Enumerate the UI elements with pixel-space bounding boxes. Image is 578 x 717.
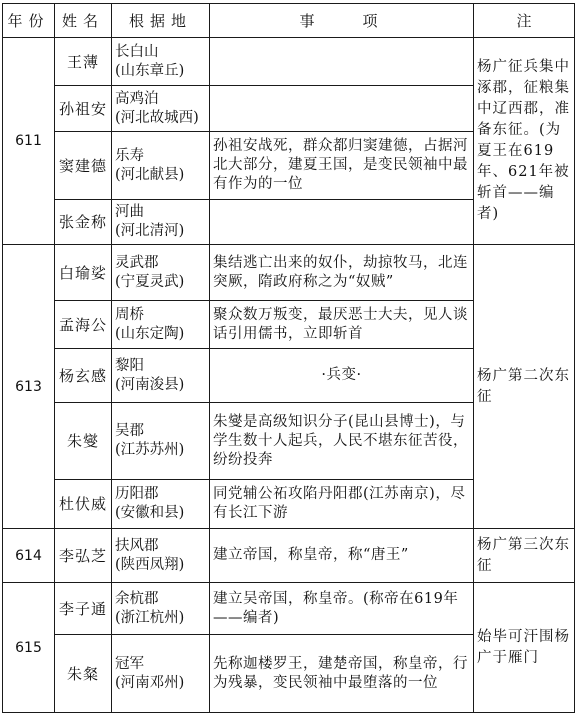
name-cell: 杨玄感 [55, 349, 112, 403]
event-cell: ·兵变· [210, 349, 474, 403]
name-cell: 孙祖安 [55, 86, 112, 132]
event-cell: 建立帝国，称皇帝，称“唐王” [210, 529, 474, 583]
base-modern: (河南浚县) [115, 376, 185, 393]
name-header: 姓名 [55, 4, 112, 38]
base-modern: (山东章丘) [115, 62, 185, 79]
base-place: 黎阳 [115, 357, 144, 374]
base-modern: (山东定陶) [115, 325, 185, 342]
base-cell [112, 245, 210, 301]
base-modern: (江苏苏州) [115, 442, 185, 458]
name-cell: 李子通 [55, 583, 112, 635]
base-place: 高鸡泊 [115, 90, 159, 107]
event-cell: 朱燮是高级知识分子(昆山县博士)，与学生数十人起兵，人民不堪东征苦役，纷纷投奔 [210, 403, 474, 480]
base-place: 冠军 [115, 655, 144, 672]
event-cell: 先称迦楼罗王，建楚帝国，称皇帝，行为残暴，变民领袖中最堕落的一位 [210, 635, 474, 713]
event-cell: 聚众数万叛变，最厌恶士大夫，见人谈话引用儒书，立即斩首 [210, 301, 474, 349]
base-cell [112, 529, 210, 583]
note-cell: 杨广第三次东征 [474, 529, 575, 583]
event-header: 事 项 [210, 4, 474, 38]
event-cell: 孙祖安战死，群众都归窦建德，占据河北大部分，建夏王国，是变民领袖中最有作为的一位 [210, 132, 474, 200]
table-row [3, 583, 575, 635]
base-cell [112, 635, 210, 713]
year-cell: 615 [3, 583, 55, 713]
name-cell: 孟海公 [55, 301, 112, 349]
history-table [2, 3, 575, 713]
event-cell: 建立吴帝国，称皇帝。(称帝在619年——编者) [210, 583, 474, 635]
base-cell [112, 38, 210, 86]
base-place: 扶风郡 [115, 537, 159, 554]
base-header: 根据地 [112, 4, 210, 38]
table-row [3, 38, 575, 86]
note-header: 注 [474, 4, 575, 38]
base-modern: (宁夏灵武) [115, 273, 185, 290]
base-modern: (河北故城西) [115, 109, 199, 126]
base-place: 灵武郡 [115, 254, 159, 271]
event-cell: 同党辅公祏攻陷丹阳郡(江苏南京)，尽有长江下游 [210, 480, 474, 529]
year-cell: 611 [3, 38, 55, 245]
base-place: 周桥 [115, 306, 144, 323]
name-cell: 白瑜娑 [55, 245, 112, 301]
event-cell [210, 86, 474, 132]
event-cell [210, 200, 474, 245]
base-cell [112, 349, 210, 403]
event-cell: 集结逃亡出来的奴仆，劫掠牧马，北连突厥，隋政府称之为“奴贼” [210, 245, 474, 301]
base-cell [112, 86, 210, 132]
name-cell: 王薄 [55, 38, 112, 86]
name-cell: 窦建德 [55, 132, 112, 200]
base-modern: (陕西凤翔) [115, 556, 185, 573]
name-cell: 朱燮 [55, 403, 112, 480]
note-cell: 杨广征兵集中涿郡，征粮集中辽西郡，准备东征。(为夏王在619年、621年被斩首——编者) [474, 38, 575, 245]
base-modern: (河北清河) [115, 223, 185, 239]
base-cell [112, 480, 210, 529]
name-cell: 张金称 [55, 200, 112, 245]
base-modern: (河南邓州) [115, 674, 185, 691]
base-place: 河曲 [115, 204, 144, 220]
base-cell [112, 200, 210, 245]
table-row [3, 245, 575, 301]
base-place: 余杭郡 [115, 590, 159, 607]
note-cell: 杨广第二次东征 [474, 245, 575, 529]
base-cell [112, 301, 210, 349]
year-cell: 613 [3, 245, 55, 529]
table-row [3, 529, 575, 583]
header-row [3, 4, 575, 38]
base-cell [112, 132, 210, 200]
base-modern: (河北献县) [115, 166, 185, 183]
name-cell: 李弘芝 [55, 529, 112, 583]
name-cell: 杜伏威 [55, 480, 112, 529]
year-header: 年份 [3, 4, 55, 38]
event-cell [210, 38, 474, 86]
base-modern: (浙江杭州) [115, 609, 185, 626]
name-cell: 朱粲 [55, 635, 112, 713]
base-place: 长白山 [115, 43, 159, 60]
base-place: 历阳郡 [115, 486, 159, 502]
base-cell [112, 583, 210, 635]
base-cell [112, 403, 210, 480]
base-place: 乐寿 [115, 147, 144, 164]
base-place: 吴郡 [115, 423, 144, 439]
year-cell: 614 [3, 529, 55, 583]
base-modern: (安徽和县) [115, 505, 185, 521]
note-cell: 始毕可汗围杨广于雁门 [474, 583, 575, 713]
